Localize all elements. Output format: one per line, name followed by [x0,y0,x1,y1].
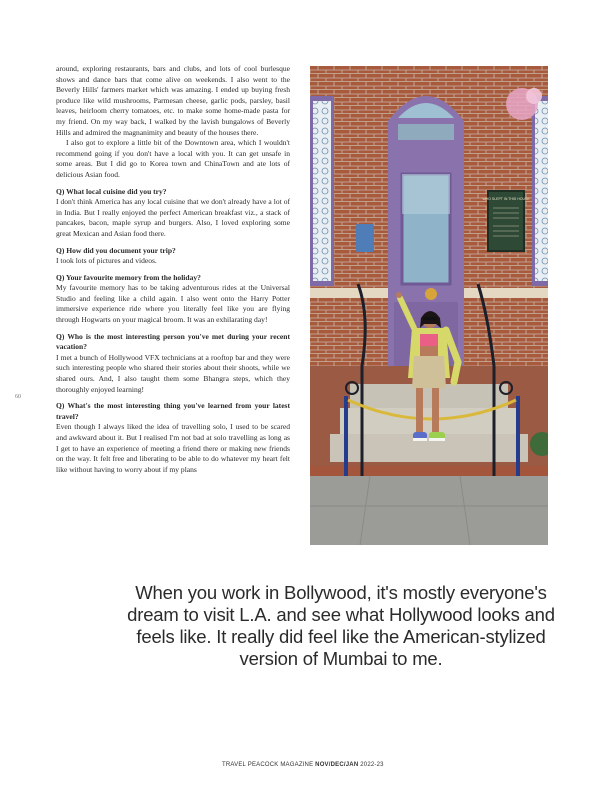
question-cuisine: Q) What local cuisine did you try? [56,186,167,196]
pull-quote: When you work in Bollywood, it's mostly everyone's dream to visit L.A. and see what Hollywood looks and feels like. It really did feel like the American-stylized version of Mumbai to me. [127,582,555,669]
travel-photo [310,66,548,545]
answer-learned: Even though I always liked the idea of travelling solo, I used to be scared and awkward about it. But I realised I'm not bad at solo travelling as long as I get to have an experience of meeting a friend there or making new friends on the way. It felt free and liberating to be able to do whatever my heart felt like without having to worry about if my plans [56,422,290,474]
answer-memory: My favourite memory has to be taking adventurous rides at the Universal Studio and feeling like a child again. I also went onto the Harry Potter immersive experience ride where you literally feel like you are flying through Hogwarts on your magical broom. It was an exhilarating day! [56,283,290,325]
mailbox-icon [356,224,374,252]
question-document: Q) How did you document your trip? [56,245,176,255]
answer-person: I met a bunch of Hollywood VFX technicians at a rooftop bar and they were such interesting people who shared their stories about their shoots, while we shared ours. And, I also taught them some Bhangra steps, which they thoroughly enjoyed learning! [56,352,290,394]
left-window-icon [313,101,331,281]
question-person: Q) Who is the most interesting person you've met during your recent vacation? [56,331,290,352]
paragraph-downtown: I also got to explore a little bit of the Downtown area, which I wouldn't recommend going if you don't have a local with you. It can get unsafe in some areas. But I did go to Korea town and ChinaTown and ate lots of delicious Asian food. [56,138,290,179]
paragraph-intro: around, exploring restaurants, bars and clubs, and lots of cool burlesque shows and dance bars that come alive on weekends. I also went to the Beverly Hills' farmers market which was amazing. I ended up buying fresh produce like wild mushrooms, Parmesan cheese, garlic pods, parsley, basil leaves, heirloom cherry tomatoes, etc. to make some home-made pasta for my friend. On my way back, I walked by the lavish bungalows of Beverly Hills and admired the magnanimity and beauty of the houses there. [56,64,290,137]
footer-issue: NOV/DEC/JAN [315,762,359,768]
footer-magazine-name: TRAVEL PEACOCK MAGAZINE [222,762,316,768]
page-footer [222,762,384,768]
answer-document: I took lots of pictures and videos. [56,256,157,266]
plaque-title: WHO SLEPT IN THIS HOUSE [482,197,530,201]
right-window-icon [535,101,548,281]
door-knocker-icon [425,288,437,300]
page-number: 60 [15,394,21,400]
photo-illustration [310,66,548,545]
question-learned: Q) What's the most interesting thing you've learned from your latest travel? [56,401,290,421]
question-memory: Q) Your favourite memory from the holiday? [56,272,201,282]
article-body [56,64,290,475]
answer-cuisine: I don't think America has any local cuisine that we don't already have a lot of in India. But I really enjoyed the perfect American breakfast viz., a stack of pancakes, bacon, maple syrup and burgers. Also, I loved exploring some great Mexican and Asian food there. [56,197,290,238]
footer-year: 2022-23 [358,762,384,768]
